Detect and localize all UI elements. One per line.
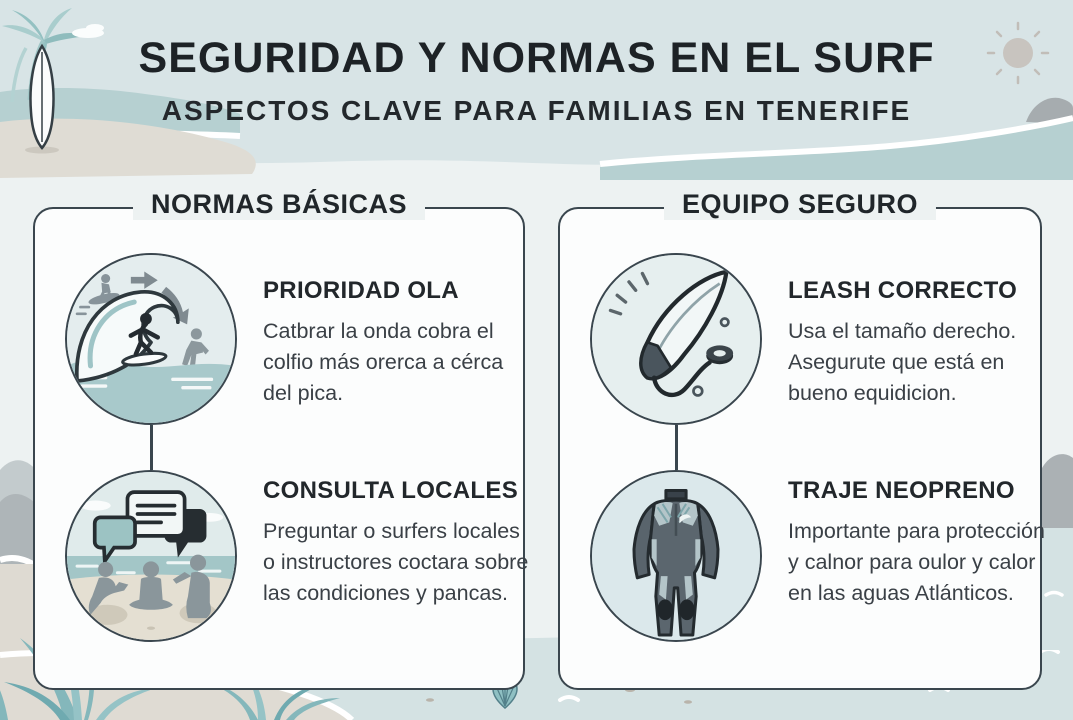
item-heading: TRAJE NEOPRENO (788, 477, 1015, 504)
card-normas-basicas (33, 189, 529, 690)
item-body: Usa el tamaño derecho. Asegurute que está en bueno equidicion. (788, 319, 1017, 406)
card-title-normas-basicas: NORMAS BÁSICAS (133, 189, 425, 220)
connector-line (675, 425, 678, 470)
item-heading: PRIORIDAD OLA (263, 277, 459, 304)
item-body: Preguntar o surfers locales o instructores coctara sobre las condiciones y pancas. (263, 519, 529, 606)
wetsuit-icon (590, 470, 762, 642)
surfboard-leash-icon (590, 253, 762, 425)
card-equipo-seguro (558, 189, 1045, 690)
item-consulta-locales (263, 477, 529, 610)
item-prioridad-ola (263, 277, 529, 410)
item-body: Importante para protección y calnor para oulor y calor en las aguas Atlánticos. (788, 519, 1045, 606)
item-traje-neopreno (788, 477, 1054, 610)
connector-line (150, 425, 153, 470)
card-title-equipo-seguro: EQUIPO SEGURO (664, 189, 936, 220)
page-subtitle: ASPECTOS CLAVE PARA FAMILIAS EN TENERIFE (161, 95, 912, 126)
item-heading: LEASH CORRECTO (788, 277, 1018, 304)
page-title: SEGURIDAD Y NORMAS EN EL SURF (138, 34, 935, 82)
item-body: Catbrar la onda cobra el colfio más orerca a cérca del pica. (263, 319, 504, 406)
hills-icon (0, 460, 36, 565)
item-heading: CONSULTA LOCALES (263, 477, 519, 504)
header (0, 34, 1073, 127)
item-leash-correcto (788, 277, 1054, 410)
consult-locals-icon (65, 470, 237, 642)
wave-priority-icon (65, 253, 237, 425)
